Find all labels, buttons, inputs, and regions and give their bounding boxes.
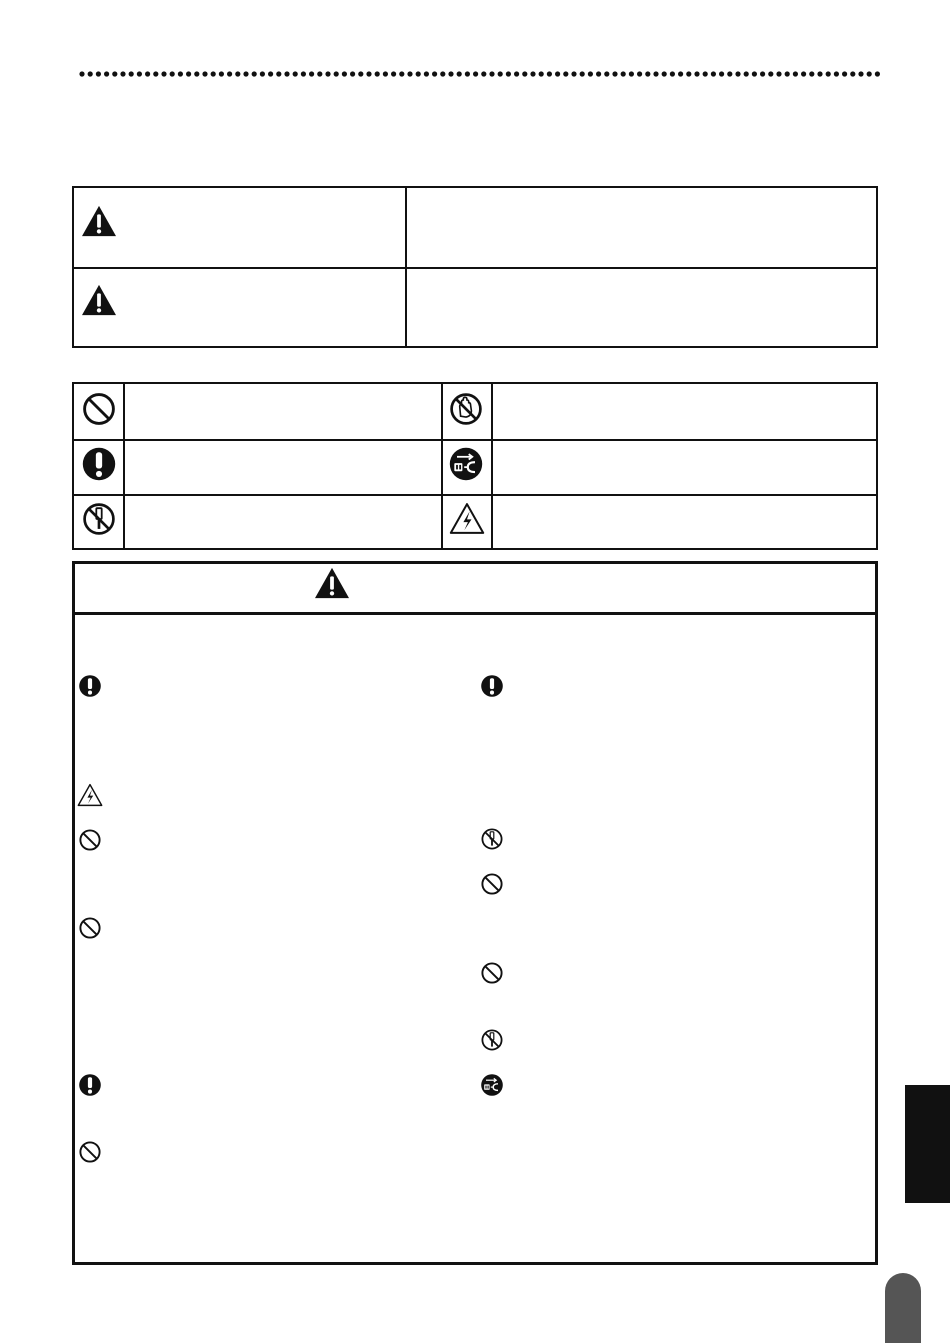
electric-shock-icon	[449, 502, 485, 535]
mandatory-action-icon	[81, 446, 117, 482]
prohibition-icon	[480, 961, 504, 985]
do-not-disassemble-icon	[480, 1028, 504, 1052]
do-not-touch-icon	[448, 391, 484, 427]
mandatory-action-icon	[480, 674, 504, 698]
warning-triangle-icon	[313, 566, 351, 600]
section-side-tab	[905, 1085, 950, 1203]
warning-triangle-icon	[80, 283, 118, 317]
electric-shock-icon	[77, 783, 103, 807]
warning-triangle-icon	[80, 204, 118, 238]
unplug-icon	[448, 446, 484, 482]
do-not-disassemble-icon	[480, 827, 504, 851]
prohibition-icon	[480, 872, 504, 896]
prohibition-icon	[78, 916, 102, 940]
prohibition-icon	[81, 391, 117, 427]
warning-panel	[72, 561, 878, 1265]
prohibition-icon	[78, 1140, 102, 1164]
dotted-rule	[78, 69, 886, 79]
unplug-icon	[480, 1073, 504, 1097]
mandatory-action-icon	[78, 1073, 102, 1097]
prohibition-icon	[78, 828, 102, 852]
do-not-disassemble-icon	[81, 501, 117, 537]
mandatory-action-icon	[78, 674, 102, 698]
signal-word-table	[72, 186, 878, 348]
page-number-marker	[885, 1273, 921, 1343]
